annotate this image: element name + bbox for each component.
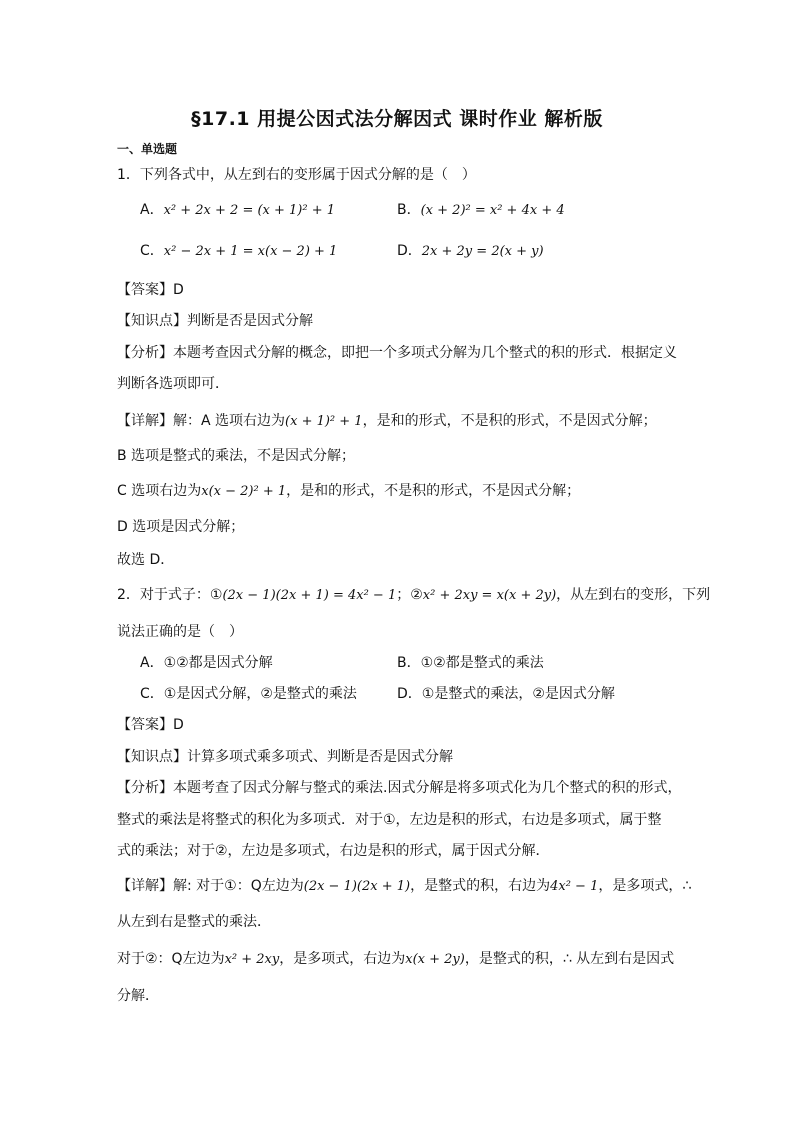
text-run: ，是和的形式，不是积的形式，不是因式分解；: [286, 483, 581, 499]
option-math: x² + 2x + 2 = (x + 1)² + 1: [163, 203, 336, 218]
q1-option-b: [397, 200, 565, 221]
option-label: A．: [140, 202, 164, 218]
text-run: C 选项右边为: [117, 483, 202, 499]
q2-answer: 【答案】D: [117, 717, 184, 733]
q2-detail-line4: 分解．: [117, 988, 159, 1004]
q1-stem: 1．下列各式中，从左到右的变形属于因式分解的是（ ）: [117, 167, 476, 183]
option-math: 2x + 2y = 2(x + y): [421, 244, 544, 259]
option-math: (x + 2)² = x² + 4x + 4: [420, 203, 565, 218]
q1-detail-line5: 故选 D．: [117, 552, 175, 568]
q1-analysis-line1: 【分析】本题考查因式分解的概念，即把一个多项式分解为几个整式的积的形式．根据定义: [117, 345, 677, 361]
q2-option-b: B．①②都是整式的乘法: [397, 655, 544, 671]
q1-option-a: [140, 200, 335, 221]
inline-math: x(x + 2y): [405, 952, 465, 967]
inline-math: x(x − 2)² + 1: [201, 484, 287, 499]
inline-math: x² + 2xy = x(x + 2y): [422, 588, 557, 603]
page-title: §17.1 用提公因式法分解因式 课时作业 解析版: [191, 108, 603, 130]
q2-option-d: D．①是整式的乘法，②是因式分解: [397, 686, 615, 702]
q2-analysis-line1: 【分析】本题考查了因式分解与整式的乘法.因式分解是将多项式化为几个整式的积的形式，: [117, 780, 682, 796]
text-run: ；②: [396, 587, 423, 603]
text-run: ，是多项式，右边为: [279, 951, 406, 967]
q1-answer: 【答案】D: [117, 282, 184, 298]
inline-math: 4x² − 1: [550, 879, 599, 894]
inline-math: (2x − 1)(2x + 1): [303, 879, 411, 894]
text-run: ，是多项式，∴: [598, 878, 692, 894]
q2-option-c: C．①是因式分解，②是整式的乘法: [140, 686, 357, 702]
q2-detail-line1: [117, 876, 691, 897]
q1-option-c: [140, 241, 337, 262]
inline-math: x² + 2xy: [224, 952, 280, 967]
q2-knowledge: 【知识点】计算多项式乘多项式、判断是否是因式分解: [117, 749, 453, 765]
q2-detail-line3: [117, 949, 674, 970]
text-run: 【详解】解：A 选项右边为: [117, 413, 286, 429]
option-label: C．: [140, 243, 164, 259]
q1-option-d: [397, 241, 544, 262]
section-heading: 一、单选题: [117, 142, 178, 156]
q2-analysis-line2: 整式的乘法是将整式的积化为多项式．对于①，左边是积的形式，右边是多项式，属于整: [117, 812, 662, 828]
q2-option-a: A．①②都是因式分解: [140, 655, 273, 671]
text-run: ，是和的形式，不是积的形式，不是因式分解；: [362, 413, 657, 429]
text-run: 对于②：Q左边为: [117, 951, 225, 967]
text-run: 2．对于式子：①: [117, 587, 223, 603]
text-run: ，是整式的积，右边为: [410, 878, 551, 894]
option-math: x² − 2x + 1 = x(x − 2) + 1: [163, 244, 338, 259]
q1-detail-line1: [117, 411, 657, 432]
text-run: ，从左到右的变形，下列: [556, 587, 711, 603]
q1-detail-line3: [117, 481, 580, 502]
q2-detail-line2: 从左到右是整式的乘法．: [117, 914, 271, 930]
inline-math: (2x − 1)(2x + 1) = 4x² − 1: [222, 588, 397, 603]
text-run: 【详解】解: 对于①：Q左边为: [117, 878, 304, 894]
q1-detail-line2: B 选项是整式的乘法，不是因式分解；: [117, 448, 356, 464]
q2-analysis-line3: 式的乘法；对于②，左边是多项式，右边是积的形式，属于因式分解．: [117, 843, 550, 859]
option-label: D．: [397, 243, 422, 259]
q2-stem-line1: [117, 585, 710, 606]
q2-stem-line2: 说法正确的是（ ）: [117, 624, 243, 640]
q1-analysis-line2: 判断各选项即可．: [117, 376, 229, 392]
q1-knowledge: 【知识点】判断是否是因式分解: [117, 313, 313, 329]
inline-math: (x + 1)² + 1: [285, 414, 363, 429]
option-label: B．: [397, 202, 421, 218]
q1-detail-line4: D 选项是因式分解；: [117, 519, 245, 535]
text-run: ，是整式的积，∴ 从左到右是因式: [464, 951, 675, 967]
